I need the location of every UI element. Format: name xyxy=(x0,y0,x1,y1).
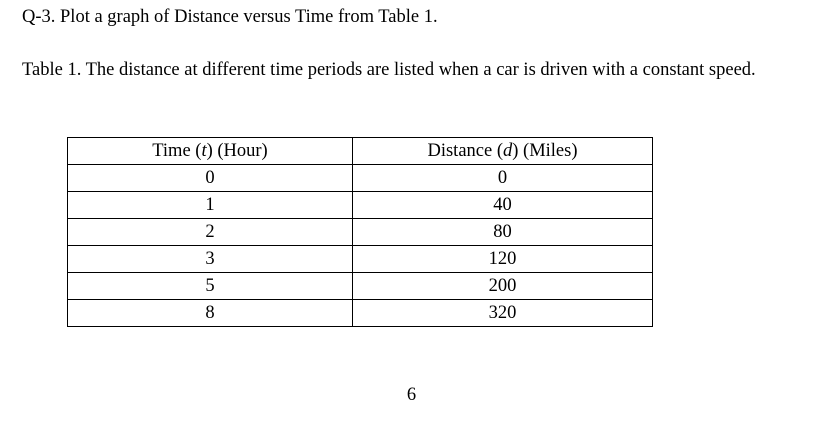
question-text: Q-3. Plot a graph of Distance versus Time from Table 1. xyxy=(22,7,438,27)
header-distance: Distance (d) (Miles) xyxy=(353,138,653,165)
table-row xyxy=(68,273,653,300)
table-row xyxy=(68,300,653,327)
table-row xyxy=(68,219,653,246)
cell-time: 0 xyxy=(68,165,353,192)
table-header-row xyxy=(68,138,653,165)
page-number: 6 xyxy=(406,385,417,405)
cell-time: 2 xyxy=(68,219,353,246)
cell-distance: 80 xyxy=(353,219,653,246)
cell-distance: 40 xyxy=(353,192,653,219)
header-time: Time (t) (Hour) xyxy=(68,138,353,165)
cell-time: 8 xyxy=(68,300,353,327)
cell-time: 1 xyxy=(68,192,353,219)
table-row xyxy=(68,165,653,192)
cell-distance: 120 xyxy=(353,246,653,273)
cell-distance: 200 xyxy=(353,273,653,300)
cell-distance: 0 xyxy=(353,165,653,192)
table-row xyxy=(68,246,653,273)
cell-time: 5 xyxy=(68,273,353,300)
distance-time-table xyxy=(67,137,653,327)
cell-distance: 320 xyxy=(353,300,653,327)
cell-time: 3 xyxy=(68,246,353,273)
table-caption: Table 1. The distance at different time periods are listed when a car is driven with a constant speed. xyxy=(22,60,756,80)
table-row xyxy=(68,192,653,219)
